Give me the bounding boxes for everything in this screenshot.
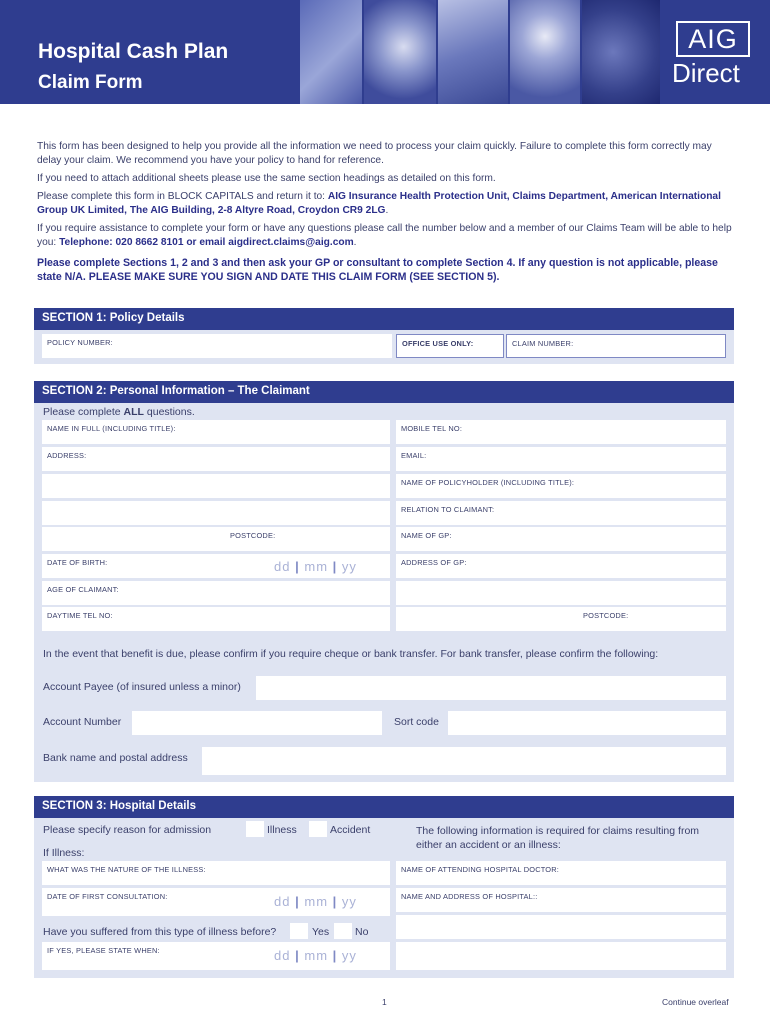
date-separator: | [295,894,300,909]
yy-placeholder: yy [341,948,357,963]
date-separator: | [332,894,338,909]
instruction-all: ALL [123,406,144,418]
policyholder-name-field[interactable]: NAME OF POLICYHOLDER (INCLUDING TITLE): [396,474,726,498]
consultation-date-placeholder [274,894,357,909]
mm-placeholder: mm [304,894,329,909]
age-field[interactable]: AGE OF CLAIMANT: [42,581,390,605]
direct-logo-text: Direct [672,58,740,88]
section2-header: SECTION 2: Personal Information – The Claimant [34,381,734,403]
instruction-suffix: questions. [143,406,195,418]
account-number-input[interactable] [132,711,382,735]
photo-panel [300,0,362,104]
yy-placeholder: yy [341,894,357,909]
date-separator: | [332,948,338,963]
contact-suffix: . [353,237,357,248]
aig-logo: AIG [676,21,750,57]
gp-address-field[interactable]: ADDRESS OF GP: [396,554,726,578]
section3-header: SECTION 3: Hospital Details [34,796,734,818]
yes-checkbox[interactable] [290,923,308,939]
email-field[interactable]: EMAIL: [396,447,726,471]
accident-label: Accident [330,824,371,836]
mm-placeholder: mm [304,948,329,963]
daytime-tel-field[interactable]: DAYTIME TEL NO: [42,607,390,631]
intro-paragraph-2: If you need to attach additional sheets please use the same section headings as detailed on this form. [37,173,496,184]
yy-placeholder: yy [341,559,357,574]
account-payee-input[interactable] [256,676,726,700]
illness-checkbox[interactable] [246,821,264,837]
date-separator: | [295,559,300,574]
dob-date-placeholder [274,559,357,574]
section1-panel [34,330,734,364]
no-checkbox[interactable] [334,923,352,939]
photo-panel [510,0,580,104]
relation-field[interactable]: RELATION TO CLAIMANT: [396,501,726,525]
full-name-field[interactable]: NAME IN FULL (INCLUDING TITLE): [42,420,390,444]
section2-instruction [43,406,195,418]
claim-number-field: CLAIM NUMBER: [506,334,726,358]
if-illness-label: If Illness: [43,847,85,859]
photo-panel [582,0,660,104]
return-address: AIG Insurance Health Protection Unit, Claims Department, American International Group UK Limited, The AIG Building, 2-8 Altyre Road, Croydon CR9 2LG [37,191,721,216]
intro-paragraph-3 [37,190,737,218]
gp-address-line-2-field[interactable] [396,581,726,605]
header-photos [300,0,660,104]
if-yes-when-field[interactable]: IF YES, PLEASE STATE WHEN: [42,942,390,970]
benefit-instruction: In the event that benefit is due, please confirm if you require cheque or bank transfer. For bank transfer, please confirm the following: [43,648,659,660]
instruction-prefix: Please complete [43,406,124,418]
first-consultation-field[interactable]: DATE OF FIRST CONSULTATION: [42,888,390,916]
date-separator: | [332,559,338,574]
intro-paragraph-4 [37,222,737,250]
date-separator: | [295,948,300,963]
policy-number-field[interactable]: POLICY NUMBER: [42,334,392,358]
bank-name-input[interactable] [202,747,726,775]
gp-postcode-field[interactable]: POSTCODE: [396,607,726,631]
suffered-before-label: Have you suffered from this type of illness before? [43,926,277,938]
dd-placeholder: dd [274,894,291,909]
no-label: No [355,926,369,938]
section2-panel [34,403,734,782]
dd-placeholder: dd [274,559,291,574]
photo-panel [438,0,508,104]
mobile-tel-field[interactable]: MOBILE TEL NO: [396,420,726,444]
hospital-doctor-field[interactable]: NAME OF ATTENDING HOSPITAL DOCTOR: [396,861,726,885]
section1-header: SECTION 1: Policy Details [34,308,734,330]
following-info-text: The following information is required for claims resulting from either an accident or an illness: [416,825,700,851]
return-instruction: Please complete this form in BLOCK CAPITALS and return it to: [37,191,328,202]
photo-panel [364,0,436,104]
intro-paragraph-5: Please complete Sections 1, 2 and 3 and then ask your GP or consultant to complete Section 4. If any question is not applicable, please state N/A. PLEASE MAKE SURE YOU SIGN AND DATE THIS CLAIM FORM (SEE SECTION 5). [37,257,718,283]
contact-details: Telephone: 020 8662 8101 or email aigdirect.claims@aig.com [59,237,354,248]
date-of-birth-field[interactable]: DATE OF BIRTH: [42,554,390,578]
address-line-3-field[interactable] [42,501,390,525]
accident-checkbox[interactable] [309,821,327,837]
bank-name-label: Bank name and postal address [43,752,188,764]
postcode-field[interactable]: POSTCODE: [42,527,390,551]
page-number: 1 [382,997,387,1007]
address-line-2-field[interactable] [42,474,390,498]
section3-panel [34,818,734,978]
address-field[interactable]: ADDRESS: [42,447,390,471]
sort-code-input[interactable] [448,711,726,735]
account-payee-label: Account Payee (of insured unless a minor) [43,681,241,693]
reason-label: Please specify reason for admission [43,824,212,836]
hospital-address-field[interactable]: NAME AND ADDRESS OF HOSPITAL:: [396,888,726,912]
assistance-text: If you require assistance to complete your form or have any questions please call the number below and a member of our Claims Team will be able to help you: [37,223,732,248]
if-yes-date-placeholder [274,948,357,963]
continue-overleaf: Continue overleaf [662,997,729,1007]
hospital-address-line-3-field[interactable] [396,942,726,970]
illness-label: Illness [267,824,297,836]
hospital-address-line-2-field[interactable] [396,915,726,939]
gp-name-field[interactable]: NAME OF GP: [396,527,726,551]
office-use-label: OFFICE USE ONLY: [396,334,504,358]
yes-label: Yes [312,926,330,938]
return-suffix: . [385,205,389,216]
form-subtitle: Claim Form [38,72,143,93]
form-title: Hospital Cash Plan [38,40,229,63]
mm-placeholder: mm [304,559,329,574]
account-number-label: Account Number [43,716,122,728]
illness-nature-field[interactable]: WHAT WAS THE NATURE OF THE ILLNESS: [42,861,390,885]
sort-code-label: Sort code [394,716,439,728]
dd-placeholder: dd [274,948,291,963]
intro-paragraph-1: This form has been designed to help you provide all the information we need to process your claim quickly. Failure to complete this form correctly may delay your claim. We recommend you have your policy to hand for reference. [37,141,712,166]
